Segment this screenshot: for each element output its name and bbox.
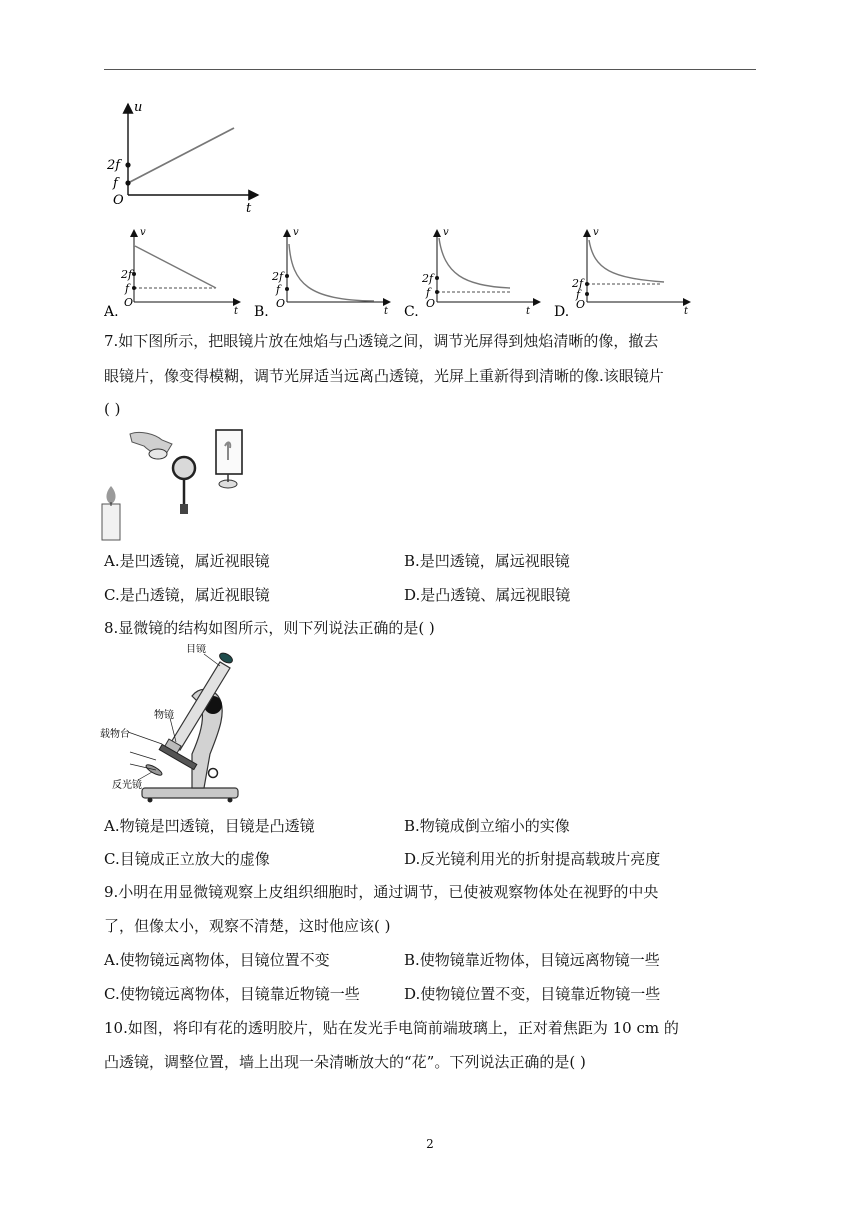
- q9-option-d[interactable]: D.使物镜位置不变，目镜靠近物镜一些: [404, 985, 661, 1003]
- tick-f-dot: [435, 290, 439, 294]
- tick-f-dot: [585, 292, 589, 296]
- q7-option-c[interactable]: C.是凸透镜，属近视眼镜: [104, 586, 270, 604]
- tick-2f-label: 2f: [272, 270, 284, 283]
- t-axis-label: t: [384, 306, 389, 317]
- tick-f-label: f: [426, 286, 431, 299]
- option-graph-a: [104, 226, 244, 320]
- t-axis-label: t: [246, 201, 252, 216]
- v-axis-label: v: [443, 227, 449, 238]
- tick-f-dot: [285, 287, 289, 291]
- q9-option-c[interactable]: C.使物镜远离物体，目镜靠近物镜一些: [104, 985, 360, 1003]
- light-ray: [130, 752, 156, 760]
- tick-f-dot: [132, 286, 136, 290]
- page-number: 2: [426, 1137, 434, 1151]
- v-curve: [289, 244, 374, 301]
- q9-line-1: 9.小明在用显微镜观察上皮组织细胞时，通过调节，已使被观察物体处在视野的中央: [104, 883, 659, 901]
- origin-label: O: [276, 297, 286, 310]
- q9-option-a[interactable]: A.使物镜远离物体，目镜位置不变: [104, 951, 330, 969]
- tick-2f-dot: [285, 274, 289, 278]
- label-mirror: 反光镜: [112, 780, 142, 791]
- label-objective: 物镜: [154, 710, 174, 721]
- option-letter: A.: [104, 304, 119, 320]
- convex-lens: [173, 457, 195, 479]
- v-axis-label: v: [593, 227, 599, 238]
- tick-2f-dot: [132, 272, 136, 276]
- tick-f-label: f: [576, 288, 581, 301]
- lens-base: [180, 504, 188, 514]
- base-foot: [148, 798, 153, 803]
- origin-label: O: [124, 296, 134, 309]
- t-axis-label: t: [526, 306, 531, 317]
- q8-option-b[interactable]: B.物镜成倒立缩小的实像: [404, 817, 570, 835]
- q7-line-3: ( ): [104, 400, 121, 418]
- q10-line-2: 凸透镜，调整位置，墙上出现一朵清晰放大的“花”。下列说法正确的是( ): [104, 1053, 586, 1071]
- tick-f-label: f: [113, 176, 118, 191]
- q8-option-a[interactable]: A.物镜是凹透镜，目镜是凸透镜: [104, 817, 315, 835]
- u-line: [128, 128, 234, 183]
- microscope-base: [142, 788, 238, 798]
- v-curve: [589, 240, 664, 282]
- option-letter: D.: [554, 304, 570, 320]
- origin-label: O: [113, 193, 124, 208]
- leader-mirror: [138, 772, 152, 780]
- option-letter: B.: [254, 304, 269, 320]
- leader-eyepiece: [204, 654, 220, 666]
- v-curve: [439, 238, 510, 288]
- fine-knob: [209, 769, 218, 778]
- header-rule: [104, 69, 756, 70]
- v-axis-label: v: [293, 227, 299, 238]
- glasses-lens: [149, 449, 167, 459]
- flame: [106, 486, 115, 504]
- q7-option-a[interactable]: A.是凹透镜，属近视眼镜: [104, 552, 270, 570]
- tick-2f-dot: [435, 276, 439, 280]
- candle: [102, 504, 120, 540]
- q8-option-c[interactable]: C.目镜成正立放大的虚像: [104, 850, 270, 868]
- origin-label: O: [576, 298, 586, 311]
- q9-line-2: 了，但像太小，观察不清楚，这时他应该( ): [104, 917, 391, 935]
- option-letter: C.: [404, 304, 419, 320]
- q10-line-1: 10.如图，将印有花的透明胶片，贴在发光手电筒前端玻璃上，正对着焦距为 10 cm 的: [104, 1019, 679, 1037]
- tick-f-dot: [125, 180, 130, 185]
- tick-2f-label: 2f: [107, 158, 121, 173]
- q7-option-b[interactable]: B.是凹透镜，属远视眼镜: [404, 552, 570, 570]
- u-t-graph: [104, 98, 264, 218]
- label-stage: 载物台: [100, 729, 130, 740]
- q7-option-d[interactable]: D.是凸透镜、属远视眼镜: [404, 586, 571, 604]
- q7-line-1: 7.如下图所示，把眼镜片放在烛焰与凸透镜之间，调节光屏得到烛焰清晰的像，撤去: [104, 332, 659, 350]
- q8-line: 8.显微镜的结构如图所示，则下列说法正确的是( ): [104, 619, 435, 637]
- tick-2f-dot: [585, 282, 589, 286]
- tick-2f-label: 2f: [422, 272, 434, 285]
- label-eyepiece: 目镜: [186, 644, 206, 655]
- q9-option-b[interactable]: B.使物镜靠近物体，目镜远离物镜一些: [404, 951, 660, 969]
- q7-candle-lens-illustration: [100, 424, 260, 542]
- option-graph-b: [254, 226, 394, 320]
- q8-microscope-illustration: [100, 644, 260, 806]
- tick-f-label: f: [276, 283, 281, 296]
- tick-2f-dot: [125, 162, 130, 167]
- t-axis-label: t: [684, 306, 689, 317]
- option-graph-c: [404, 226, 544, 320]
- v-axis-label: v: [140, 227, 146, 238]
- option-graph-d: [554, 226, 694, 320]
- u-axis-label: u: [134, 100, 143, 115]
- q7-line-2: 眼镜片，像变得模糊，调节光屏适当远离凸透镜，光屏上重新得到清晰的像.该眼镜片: [104, 367, 664, 385]
- base-foot: [228, 798, 233, 803]
- q8-option-d[interactable]: D.反光镜利用光的折射提高载玻片亮度: [404, 850, 661, 868]
- leader-stage: [128, 732, 162, 744]
- tick-f-label: f: [125, 282, 130, 295]
- tick-2f-label: 2f: [572, 277, 584, 290]
- v-curve: [135, 246, 216, 288]
- t-axis-label: t: [234, 306, 239, 317]
- origin-label: O: [426, 297, 436, 310]
- tick-2f-label: 2f: [121, 268, 133, 281]
